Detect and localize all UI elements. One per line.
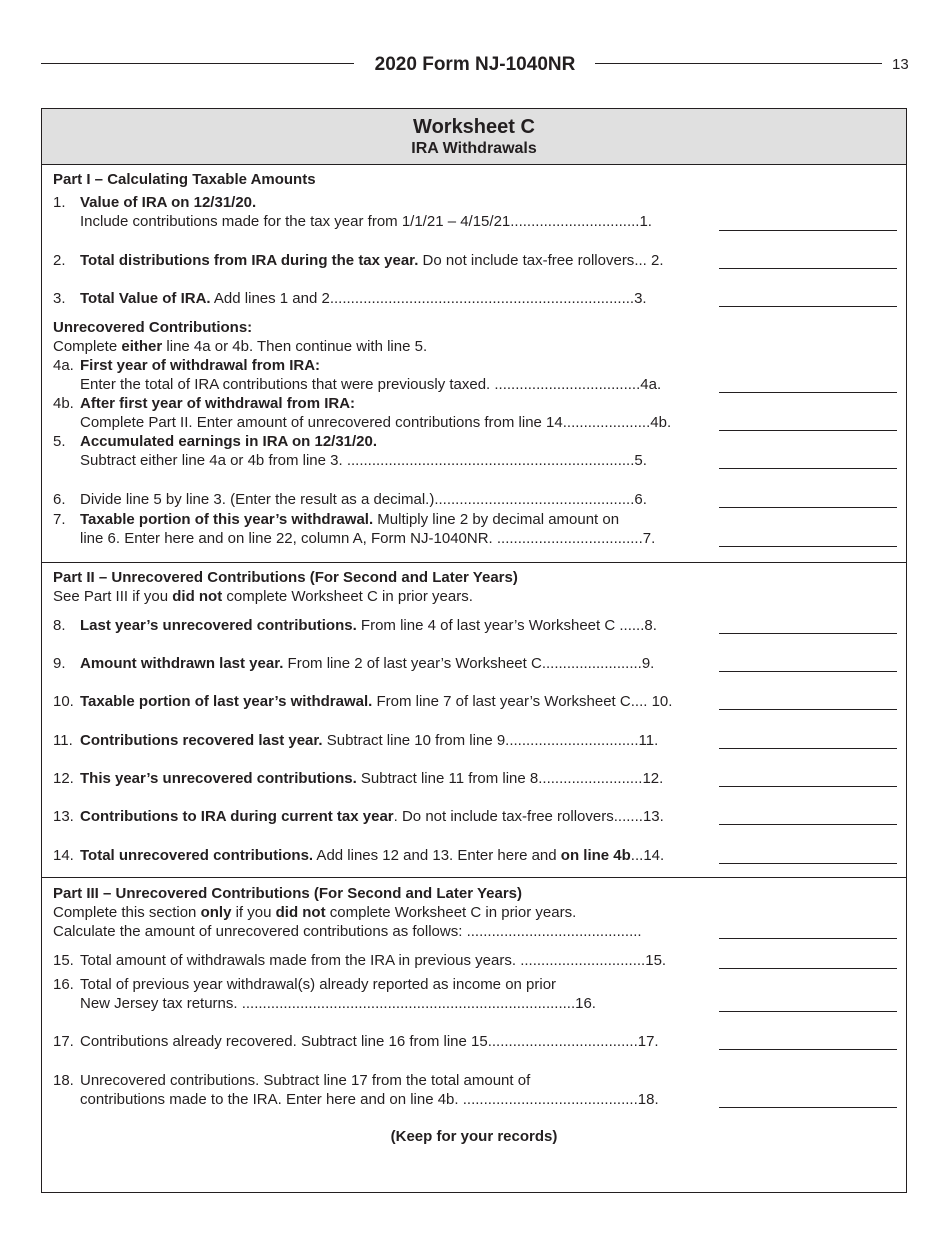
line-7-detail: line 6. Enter here and on line 22, column A, Form NJ-1040NR. ...................................7. bbox=[80, 530, 656, 547]
line-10: 10. Taxable portion of last year’s withdrawal. From line 7 of last year’s Worksheet C.... 10. bbox=[53, 693, 673, 710]
line-11: 11. Contributions recovered last year. Subtract line 10 from line 9................................11. bbox=[53, 732, 659, 749]
line-17-answer-field[interactable] bbox=[719, 1049, 897, 1050]
line-7-answer-field[interactable] bbox=[719, 546, 897, 547]
unrecovered-heading: Unrecovered Contributions: bbox=[53, 319, 253, 336]
line-16-answer-field[interactable] bbox=[719, 1011, 897, 1012]
line-18-answer-field[interactable] bbox=[719, 1107, 897, 1108]
line-5: 5. Accumulated earnings in IRA on 12/31/20. bbox=[53, 433, 378, 450]
line-3-answer-field[interactable] bbox=[719, 306, 897, 307]
line-9: 9. Amount withdrawn last year. From line 2 of last year’s Worksheet C........................9. bbox=[53, 655, 655, 672]
part2-instructions: See Part III if you did not complete Worksheet C in prior years. bbox=[53, 588, 473, 605]
line-13-answer-field[interactable] bbox=[719, 824, 897, 825]
unrecovered-instructions: Complete either line 4a or 4b. Then continue with line 5. bbox=[53, 338, 428, 355]
line-11-answer-field[interactable] bbox=[719, 748, 897, 749]
line-8: 8. Last year’s unrecovered contributions. From line 4 of last year’s Worksheet C ......8. bbox=[53, 617, 657, 634]
line-4b-detail: Complete Part II. Enter amount of unrecovered contributions from line 14.....................4b. bbox=[80, 414, 672, 431]
line-4b-answer-field[interactable] bbox=[719, 430, 897, 431]
page-number: 13 bbox=[892, 56, 909, 73]
line-2-answer-field[interactable] bbox=[719, 268, 897, 269]
part-divider bbox=[42, 877, 906, 878]
form-title: 2020 Form NJ-1040NR bbox=[374, 54, 576, 75]
line-15-answer-field[interactable] bbox=[719, 968, 897, 969]
line-15: 15. Total amount of withdrawals made from the IRA in previous years. ..............................15. bbox=[53, 952, 667, 969]
line-2: 2. Total distributions from IRA during the tax year. Do not include tax-free rollovers... 2. bbox=[53, 252, 664, 269]
part3-instructions: Complete this section only if you did not complete Worksheet C in prior years. bbox=[53, 904, 577, 921]
part1-heading: Part I – Calculating Taxable Amounts bbox=[53, 171, 316, 188]
line-1-answer-field[interactable] bbox=[719, 230, 897, 231]
line-9-answer-field[interactable] bbox=[719, 671, 897, 672]
line-5-detail: Subtract either line 4a or 4b from line 3. .....................................................................5. bbox=[80, 452, 647, 469]
part3-calc-note: Calculate the amount of unrecovered contributions as follows: .......................................... bbox=[53, 923, 642, 940]
line-16-detail: New Jersey tax returns. ................................................................................16. bbox=[80, 995, 596, 1012]
worksheet-header bbox=[42, 109, 906, 165]
line-12: 12. This year’s unrecovered contributions. Subtract line 11 from line 8.........................12. bbox=[53, 770, 664, 787]
line-5-answer-field[interactable] bbox=[719, 468, 897, 469]
line-17: 17. Contributions already recovered. Subtract line 16 from line 15....................................17. bbox=[53, 1033, 659, 1050]
line-14-answer-field[interactable] bbox=[719, 863, 897, 864]
part3-heading: Part III – Unrecovered Contributions (For Second and Later Years) bbox=[53, 885, 522, 902]
part-divider bbox=[42, 562, 906, 563]
line-14: 14. Total unrecovered contributions. Add lines 12 and 13. Enter here and on line 4b...14. bbox=[53, 847, 665, 864]
part2-heading: Part II – Unrecovered Contributions (For Second and Later Years) bbox=[53, 569, 518, 586]
line-7: 7. Taxable portion of this year’s withdrawal. Multiply line 2 by decimal amount on bbox=[53, 511, 620, 528]
line-18-detail: contributions made to the IRA. Enter here and on line 4b. ..........................................18. bbox=[80, 1091, 659, 1108]
line-4a: 4a. First year of withdrawal from IRA: bbox=[53, 357, 321, 374]
worksheet-title: Worksheet C bbox=[413, 116, 535, 138]
line-6-answer-field[interactable] bbox=[719, 507, 897, 508]
line-10-answer-field[interactable] bbox=[719, 709, 897, 710]
line-12-answer-field[interactable] bbox=[719, 786, 897, 787]
worksheet-subtitle: IRA Withdrawals bbox=[411, 140, 537, 157]
line-4b: 4b. After first year of withdrawal from IRA: bbox=[53, 395, 356, 412]
line-4a-detail: Enter the total of IRA contributions that were previously taxed. ...................................4a. bbox=[80, 376, 662, 393]
header-rule-left bbox=[41, 63, 354, 64]
line-1: 1. Value of IRA on 12/31/20. bbox=[53, 194, 257, 211]
line-8-answer-field[interactable] bbox=[719, 633, 897, 634]
keep-for-records-note: (Keep for your records) bbox=[390, 1128, 558, 1145]
line-1-detail: Include contributions made for the tax year from 1/1/21 – 4/15/21...............................1. bbox=[80, 213, 652, 230]
line-16: 16. Total of previous year withdrawal(s) already reported as income on prior bbox=[53, 976, 557, 993]
line-18: 18. Unrecovered contributions. Subtract line 17 from the total amount of bbox=[53, 1072, 531, 1089]
header-rule-right bbox=[595, 63, 882, 64]
line-13: 13. Contributions to IRA during current tax year. Do not include tax-free rollovers.......13. bbox=[53, 808, 664, 825]
line-3: 3. Total Value of IRA. Add lines 1 and 2.........................................................................3. bbox=[53, 290, 647, 307]
line-6: 6. Divide line 5 by line 3. (Enter the result as a decimal.)................................................6. bbox=[53, 491, 647, 508]
part3-calc-answer-field[interactable] bbox=[719, 938, 897, 939]
line-4a-answer-field[interactable] bbox=[719, 392, 897, 393]
worksheet-c bbox=[41, 108, 907, 1193]
